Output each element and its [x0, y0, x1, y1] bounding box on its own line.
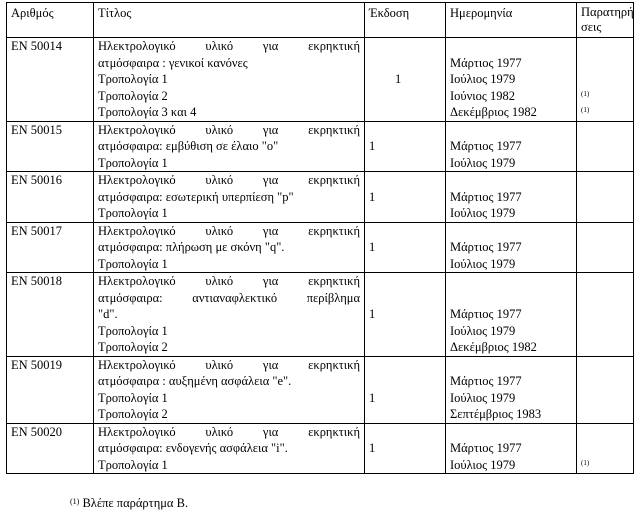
- standard-title: [94, 121, 365, 172]
- title-line: Ηλεκτρολογικό υλικό για εκρηκτική: [98, 274, 360, 288]
- amendment-line: Τροπολογία 2: [98, 407, 168, 421]
- header-title: Τίτλος: [94, 3, 365, 38]
- standard-title: [94, 273, 365, 357]
- amendment-line: Τροπολογία 1: [98, 206, 168, 220]
- amendment-line: Τροπολογία 1: [98, 155, 168, 170]
- amendment-line: Τροπολογία 1: [98, 256, 168, 271]
- title-line: Ηλεκτρολογικό υλικό για εκρηκτική: [98, 424, 360, 439]
- amendment-line: Τροπολογία 3 και 4: [98, 105, 197, 119]
- date-value: Ιούλιος 1979: [450, 256, 516, 271]
- date-value: Ιούλιος 1979: [450, 155, 516, 170]
- standard-number: EN 50015: [7, 121, 94, 172]
- standard-number: EN 50018: [7, 273, 94, 357]
- date-value: Μάρτιος 1977: [450, 307, 522, 321]
- date-spacer: [450, 273, 572, 290]
- date-spacer: [450, 357, 572, 374]
- amendment-line: Τροπολογία 1: [98, 72, 168, 86]
- table-row: [7, 172, 634, 223]
- title-line: ατμόσφαιρα : αυξημένη ασφάλεια "e".: [98, 374, 292, 388]
- date-cell: [446, 172, 577, 223]
- date-cell: [446, 222, 577, 273]
- notes-cell: [577, 356, 634, 423]
- edition-value: 1: [369, 189, 376, 204]
- note-marker: [581, 55, 629, 72]
- date-value: Δεκέμβριος 1982: [450, 105, 537, 119]
- edition-value: 1: [369, 390, 376, 405]
- edition-cell: [365, 356, 446, 423]
- header-notes-line1: Παρατηρή: [581, 5, 634, 19]
- note-marker: [581, 71, 629, 88]
- edition-value: 1: [369, 139, 376, 153]
- date-value: Ιούλιος 1979: [450, 206, 516, 220]
- title-line: ατμόσφαιρα: πλήρωση με σκόνη "q".: [98, 240, 285, 254]
- date-cell: [446, 423, 577, 474]
- edition-value: 1: [369, 307, 376, 321]
- edition-cell: [365, 423, 446, 474]
- title-line: Ηλεκτρολογικό υλικό για εκρηκτική: [98, 173, 360, 187]
- date-spacer: [450, 122, 572, 139]
- standard-title: [94, 172, 365, 223]
- note-marker: [581, 104, 629, 121]
- title-line: ατμόσφαιρα: ενδογενής ασφάλεια "i".: [98, 441, 288, 455]
- standard-number: EN 50020: [7, 423, 94, 474]
- amendment-line: Τροπολογία 1: [98, 323, 168, 338]
- table-row: [7, 356, 634, 423]
- title-line: Ηλεκτρολογικό υλικό για εκρηκτική: [98, 223, 360, 238]
- footnote-marker: (1): [70, 497, 80, 506]
- title-line: Ηλεκτρολογικό υλικό για εκρηκτική: [98, 357, 360, 372]
- date-value: Μάρτιος 1977: [450, 139, 522, 153]
- date-value: Μάρτιος 1977: [450, 374, 522, 388]
- notes-spacer: [581, 440, 629, 457]
- date-spacer: [450, 223, 572, 240]
- note-marker: [581, 88, 629, 105]
- standard-number: EN 50019: [7, 356, 94, 423]
- amendment-line: Τροπολογία 2: [98, 88, 168, 103]
- date-spacer: [450, 290, 572, 307]
- date-value: Σεπτέμβριος 1983: [450, 407, 542, 421]
- notes-cell: [577, 172, 634, 223]
- date-value: Ιούλιος 1979: [450, 323, 516, 338]
- note-marker-text: (1): [581, 106, 590, 114]
- date-value: Ιούλιος 1979: [450, 72, 516, 86]
- edition-cell: [365, 172, 446, 223]
- date-value: Μάρτιος 1977: [450, 441, 522, 455]
- edition-value: 1: [395, 72, 402, 86]
- date-spacer: [450, 424, 572, 441]
- standard-title: [94, 423, 365, 474]
- date-value: Δεκέμβριος 1982: [450, 340, 537, 354]
- edition-value: 1: [369, 240, 376, 254]
- header-number: Αριθμός: [7, 3, 94, 38]
- edition-cell: [365, 222, 446, 273]
- date-value: Μάρτιος 1977: [450, 240, 522, 254]
- notes-cell: [577, 273, 634, 357]
- standard-title: [94, 38, 365, 122]
- title-line: Ηλεκτρολογικό υλικό για εκρηκτική: [98, 39, 360, 53]
- standard-title: [94, 222, 365, 273]
- edition-cell: [365, 38, 446, 122]
- date-cell: [446, 38, 577, 122]
- title-line: ατμόσφαιρα: εμβύθιση σε έλαιο "ο": [98, 139, 279, 153]
- table-row: [7, 38, 634, 122]
- date-cell: [446, 273, 577, 357]
- date-cell: [446, 121, 577, 172]
- header-notes: [577, 3, 634, 38]
- note-marker-text: (1): [581, 89, 590, 98]
- standard-title: [94, 356, 365, 423]
- edition-value: 1: [369, 441, 376, 455]
- amendment-line: Τροπολογία 1: [98, 390, 168, 405]
- notes-spacer: [581, 424, 629, 441]
- edition-cell: [365, 121, 446, 172]
- date-cell: [446, 356, 577, 423]
- footnote-text: Βλέπε παράρτημα Β.: [82, 496, 189, 510]
- date-spacer: [450, 38, 572, 55]
- standard-number: EN 50014: [7, 38, 94, 122]
- table-row: [7, 423, 634, 474]
- date-value: Μάρτιος 1977: [450, 189, 522, 204]
- standards-table: [6, 2, 634, 474]
- header-date: Ημερομηνία: [446, 3, 577, 38]
- notes-spacer: [581, 38, 629, 55]
- notes-cell: [577, 121, 634, 172]
- table-row: [7, 121, 634, 172]
- date-spacer: [450, 172, 572, 189]
- table-row: [7, 273, 634, 357]
- table-row: [7, 222, 634, 273]
- amendment-line: Τροπολογία 1: [98, 457, 168, 472]
- amendment-line: Τροπολογία 2: [98, 340, 168, 354]
- title-line: ατμόσφαιρα: αντιαναφλεκτικό περίβλημα: [98, 290, 360, 305]
- edition-cell: [365, 273, 446, 357]
- title-line: "d".: [98, 307, 118, 321]
- title-line: Ηλεκτρολογικό υλικό για εκρηκτική: [98, 122, 360, 137]
- notes-cell: [577, 423, 634, 474]
- notes-cell: [577, 222, 634, 273]
- date-value: Μάρτιος 1977: [450, 55, 522, 70]
- footnote: [70, 494, 188, 512]
- date-value: Ιούλιος 1979: [450, 390, 516, 405]
- title-line: ατμόσφαιρα : γενικοί κανόνες: [98, 55, 248, 70]
- note-marker: [581, 457, 629, 474]
- notes-cell: [577, 38, 634, 122]
- note-marker-text: (1): [581, 458, 590, 467]
- standard-number: EN 50016: [7, 172, 94, 223]
- title-line: ατμόσφαιρα: εσωτερική υπερπίεση "p": [98, 189, 294, 204]
- date-value: Ιούνιος 1982: [450, 88, 515, 103]
- standard-number: EN 50017: [7, 222, 94, 273]
- header-edition: Έκδοση: [365, 3, 446, 38]
- table-header-row: [7, 3, 634, 38]
- date-value: Ιούλιος 1979: [450, 457, 516, 472]
- header-notes-line2: σεις: [581, 20, 602, 34]
